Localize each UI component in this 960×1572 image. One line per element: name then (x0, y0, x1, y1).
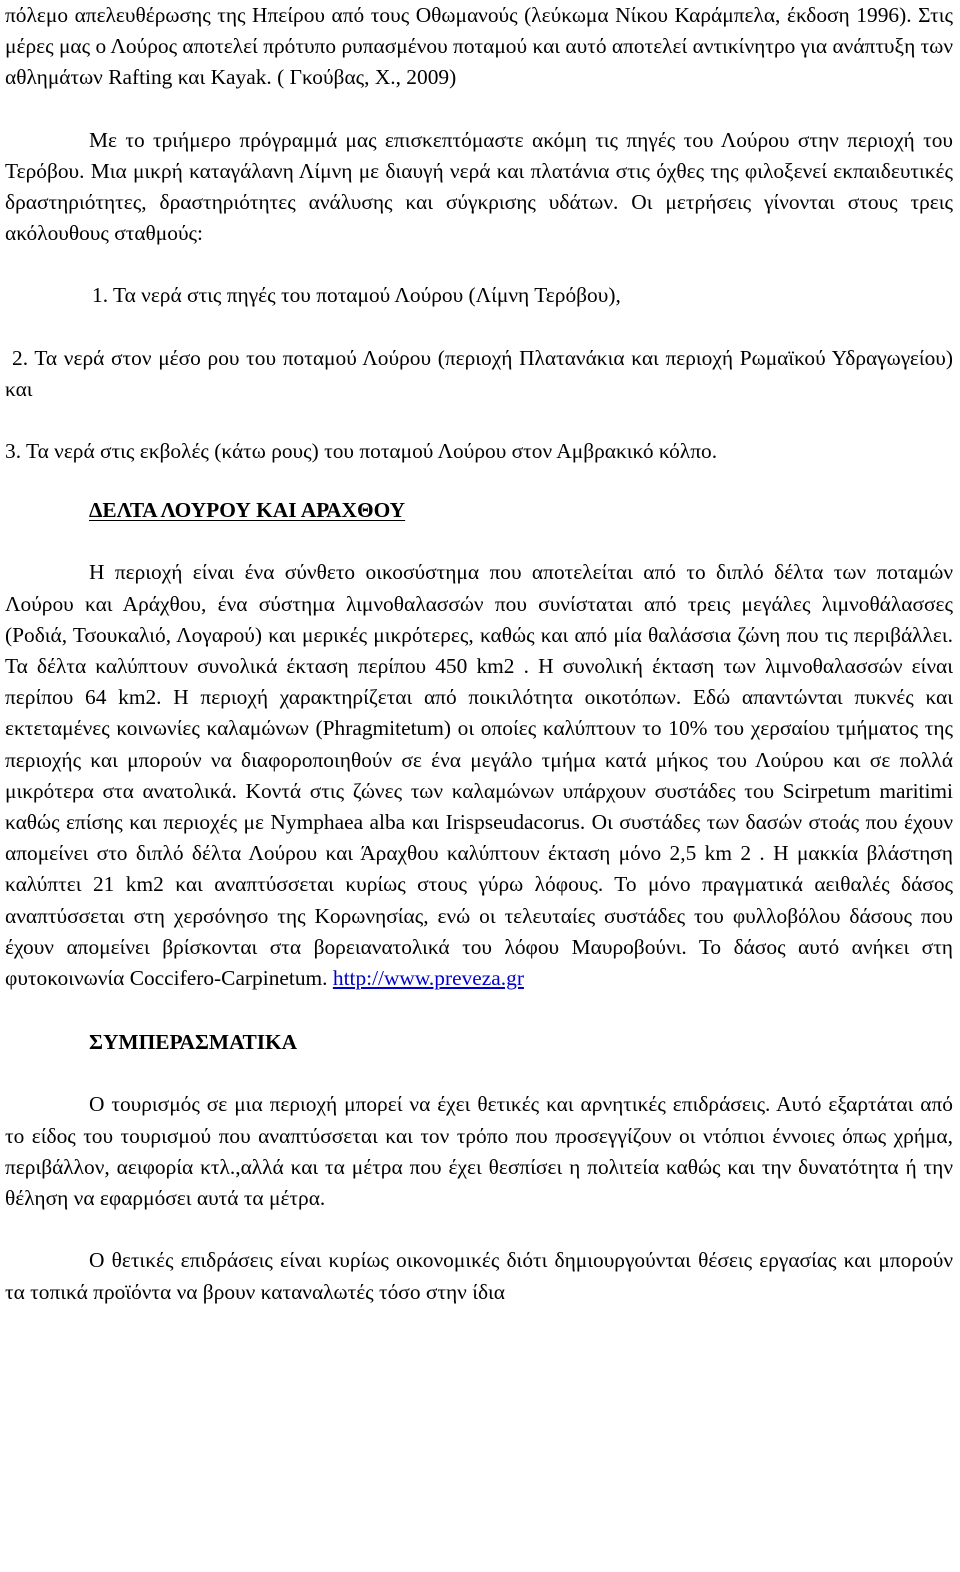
heading-conclusions: ΣΥΜΠΕΡΑΣΜΑΤΙΚΑ (89, 1030, 298, 1055)
paragraph-positive-effects: Ο θετικές επιδράσεις είναι κυρίως οικονομικές διότι δημιουργούνται θέσεις εργασίας και μπορούν τα τοπικά προϊόντα να βρουν καταναλωτές τόσο στην ίδια (5, 1248, 953, 1304)
list-item-station-3: 3. Τα νερά στις εκβολές (κάτω ρους) του ποταμού Λούρου στον Αμβρακικό κόλπο. (5, 439, 718, 464)
delta-text: Η περιοχή είναι ένα σύνθετο οικοσύστημα που αποτελείται από το διπλό δέλτα των ποταμών Λούρου και Αράχθου, ένα σύστημα λιμνοθαλασσών που συνίσταται από τρεις μεγάλες λιμνοθάλασσες (Ροδιά, Τσουκαλιό, Λογαρού) και μερικές μικρότερες, καθώς και από μία θαλάσσια ζώνη που τις περιβάλλει. Τα δέλτα καλύπτουν συνολικά έκταση περίπου 450 km2 . Η συνολική έκταση των λιμνοθαλασσών είναι περίπου 64 km2. Η περιοχή χαρακτηρίζεται από ποικιλότητα οικοτόπων. Εδώ απαντώνται πυκνές και εκτεταμένες κοινωνίες καλαμώνων (Phragmitetum) οι οποίες καλύπτουν το 10% του χερσαίου τμήματος της περιοχής και μπορούν να διαφοροποιηθούν σε ένα μεγάλο τμήμα κατά μήκος του Λούρου και σε πολλά μικρότερα στα ανατολικά. Κοντά στις ζώνες των καλαμώνων υπάρχουν συστάδες του Scirpetum maritimi καθώς επίσης και περιοχές με Nymphaea alba και Irispseudacorus. Οι συστάδες των δασών στοάς που έχουν απομείνει στο διπλό δέλτα Λούρου και Άραχθου καλύπτουν έκταση μόνο 2,5 km 2 . Η μακκία βλάστηση καλύπτει 21 km2 και αναπτύσσεται κυρίως στους γύρω λόφους. Το μόνο πραγματικά αειθαλές δάσος αναπτύσσεται στη χερσόνησο της Κορωνησίας, ενώ οι τελευταίες συστάδες του φυλλοβόλου δάσους που έχουν απομείνει βρίσκονται στα βορειανατολικά του λόφου Μαυροβούνι. Το δάσος αυτό ανήκει στη φυτοκοινωνία Coccifero-Carpinetum. (5, 560, 953, 991)
heading-delta: ΔΕΛΤΑ ΛΟΥΡΟΥ ΚΑΙ ΑΡΑΧΘΟΥ (89, 498, 406, 523)
list-item-station-2: 2. Τα νερά στον μέσο ρου του ποταμού Λούρου (περιοχή Πλατανάκια και περιοχή Ρωμαϊκού Υδραγωγείου) και (5, 345, 953, 401)
list-item-station-1: 1. Τα νερά στις πηγές του ποταμού Λούρου (Λίμνη Τερόβου), (92, 283, 621, 308)
paragraph-louros-history: πόλεμο απελευθέρωσης της Ηπείρου από τους Οθωμανούς (λεύκωμα Νίκου Καράμπελα, έκδοση 1996). Στις μέρες μας ο Λούρος αποτελεί πρότυπο ρυπασμένου ποταμού και αυτό αποτελεί αντικίνητρο για ανάπτυξη των αθλημάτων Rafting και Kayak. ( Γκούβας, Χ., 2009) (5, 3, 953, 90)
paragraph-tourism-effects: Ο τουρισμός σε μια περιοχή μπορεί να έχει θετικές και αρνητικές επιδράσεις. Αυτό εξαρτάται από το είδος του τουρισμού που αναπτύσσεται και τον τρόπο που προσεγγίζουν οι ντόπιοι έννοιες όπως χρήμα, περιβάλλον, αειφορία κτλ.,αλλά και τα μέτρα που έχει θεσπίσει η πολιτεία καθώς και την δυνατότητα ή την θέληση να εφαρμόσει αυτά τα μέτρα. (5, 1092, 953, 1211)
preveza-link[interactable]: http://www.preveza.gr (332, 966, 524, 991)
paragraph-delta-ecosystem (5, 557, 953, 994)
paragraph-three-day-program: Με το τριήμερο πρόγραμμά μας επισκεπτόμαστε ακόμη τις πηγές του Λούρου στην περιοχή του Τερόβου. Μια μικρή καταγάλανη Λίμνη με διαυγή νερά και πλατάνια στις όχθες της φιλοξενεί εκπαιδευτικές δραστηριότητες, δραστηριότητες ανάλυσης και σύγκρισης υδάτων. Οι μετρήσεις γίνονται στους τρεις ακόλουθους σταθμούς: (5, 127, 953, 246)
